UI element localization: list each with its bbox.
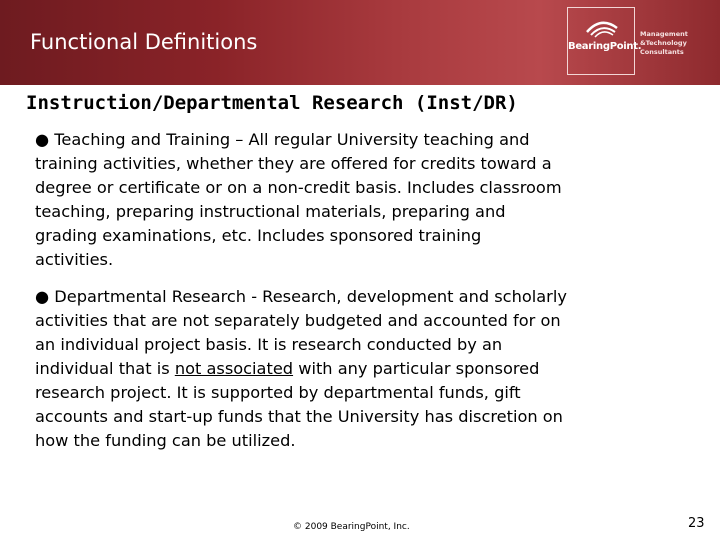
paragraph-line: activities. bbox=[35, 250, 114, 269]
bullet-teaching-and-training bbox=[35, 128, 707, 272]
tagline-line: Management bbox=[640, 30, 688, 38]
paragraph-line: degree or certificate or on a non-credit basis. Includes classroom bbox=[35, 178, 562, 197]
line-text: Teaching and Training – All regular University teaching and bbox=[54, 130, 530, 149]
paragraph-line: training activities, whether they are offered for credits toward a bbox=[35, 154, 552, 173]
bearingpoint-logo bbox=[567, 7, 642, 75]
paragraph-line bbox=[35, 128, 707, 152]
logo-name: BearingPoint. bbox=[568, 41, 642, 52]
line-text: individual that is bbox=[35, 359, 175, 378]
page-number: 23 bbox=[688, 516, 705, 531]
tagline-line: Consultants bbox=[640, 48, 684, 56]
logo-tagline bbox=[640, 30, 688, 57]
paragraph-line: an individual project basis. It is research conducted by an bbox=[35, 335, 503, 354]
logo-swoosh-icon bbox=[585, 18, 619, 38]
line-text: with any particular sponsored bbox=[293, 359, 540, 378]
underlined-text: not associated bbox=[174, 359, 294, 378]
slide-header-title: Functional Definitions bbox=[30, 30, 258, 54]
paragraph-line: grading examinations, etc. Includes sponsored training bbox=[35, 226, 482, 245]
header-bar bbox=[0, 0, 720, 85]
paragraph-line: research project. It is supported by departmental funds, gift bbox=[35, 383, 521, 402]
paragraph-line: how the funding can be utilized. bbox=[35, 431, 296, 450]
footer-copyright: © 2009 BearingPoint, Inc. bbox=[293, 522, 410, 532]
paragraph-line: accounts and start-up funds that the University has discretion on bbox=[35, 407, 563, 426]
paragraph-line bbox=[35, 357, 707, 381]
bullet-icon: ● bbox=[35, 287, 50, 306]
paragraph-line bbox=[35, 285, 707, 309]
bullet-departmental-research bbox=[35, 285, 707, 453]
tagline-line: &Technology bbox=[640, 39, 687, 47]
slide-subtitle: Instruction/Departmental Research (Inst/DR) bbox=[26, 92, 518, 114]
bullet-icon: ● bbox=[35, 130, 50, 149]
paragraph-line: activities that are not separately budgeted and accounted for on bbox=[35, 311, 561, 330]
paragraph-line: teaching, preparing instructional materials, preparing and bbox=[35, 202, 506, 221]
line-text: Departmental Research - Research, development and scholarly bbox=[54, 287, 567, 306]
